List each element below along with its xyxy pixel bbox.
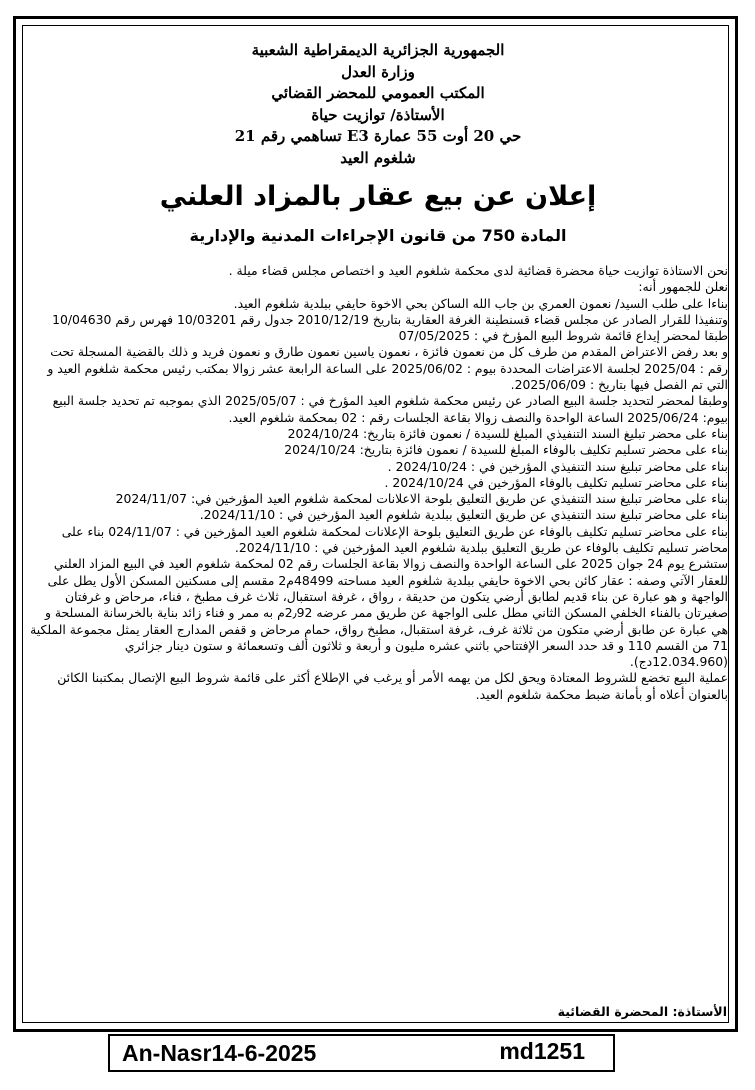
announcement-content <box>28 40 728 703</box>
signature-line: الأستاذة: المحضرة القضائية <box>557 1004 727 1019</box>
paragraph-notification-2: بناء على محضر تسليم تكليف بالوفاء المبلغ للسيدة / نعمون فائزة بتاريخ: 2024/10/24 <box>284 442 728 458</box>
paragraph-objection: و بعد رفض الاعتراض المقدم من طرف كل من نعمون فائزة ، نعمون ياسين نعمون طارق و نعمون فريد و ذلك بالقضية المسجلة تحت رقم : 2025/04 لجلسة الاعتراضات المحددة بيوم : 2025/06/02 على الساعة الرابعة عشر زوالا بمكتب رئيس محكمة شلغوم العيد و التي تم الفصل فيها بتاريخ : 2025/06/09. <box>47 344 728 393</box>
announcement-subtitle: المادة 750 من قانون الإجراءات المدنية والإدارية <box>189 226 567 245</box>
paragraph-sale-session: وطبقا لمحضر لتحديد جلسة البيع الصادر عن رئيس محكمة شلغوم العيد المؤرخ في : 2025/05/07 الذي بموجبه تم تحديد جلسة البيع بيوم: 2025/06/24 الساعة الواحدة والنصف زوالا بقاعة الجلسات رقم : 02 بمحكمة شلغوم العيد. <box>52 393 728 425</box>
paragraph-notification-4: بناء على محاضر تسليم تكليف بالوفاء المؤرخين في 2024/10/24 . <box>384 474 728 490</box>
paragraph-sale-terms: عملية البيع تخضع للشروط المعتادة ويحق لكل من يهمه الأمر أو يرغب في الإطلاع أكثر على قائمة شروط البيع الإتصال بمكتبنا الكائن بالعنوان أعلاه أو بأمانة ضبط محكمة شلغوم العيد. <box>57 670 728 702</box>
paragraph-notice: نعلن للجمهور أنه: <box>638 279 728 295</box>
publication-code: md1251 <box>499 1038 585 1064</box>
office-header <box>28 40 728 169</box>
paragraph-property-description: ستشرع يوم 24 جوان 2025 على الساعة الواحدة والنصف زوالا بقاعة الجلسات رقم 02 لمحكمة شلغوم العيد في البيع المزاد العلني للعقار الآتي وصفه : عقار كائن بحي الاخوة حايفي ببلدية شلغوم العيد مساحته 48499م2 مقسم إلى مسكنين المسكن الأول يطل على الواجهة و هو عبارة عن بناء قديم لطابق أرضي يتكون من حديقة ، رواق ، غرفة استقبال، ثلاث غرف مطبخ ، فناء، مرحاض و غرفتان صغيرتان بالفناء الخلفي المسكن الثاني مطل علىى الواجهة عن طريق ممر عرضه 2٫92م به ممر و فناء زائد بناية بالخرسانة المسلحة و هي عبارة عن طابق أرضي متكون من ثلاثة غرف، غرفة استقبال، مطبخ رواق، حمام مرحاض و قفص المدارج العقار يمثل مجموعة الملكية 71 من القسم 110 و قد حدد السعر الإفتتاحي باثني عشره مليون و أربعة و ثلاثون ألف وتسعمائة و ستون دينار جزائري (12.034.960دج). <box>30 556 728 670</box>
header-ministry: وزارة العدل <box>341 62 415 81</box>
header-republic: الجمهورية الجزائرية الديمقراطية الشعبية <box>251 41 505 59</box>
paragraph-conditions-filing: طبقا لمحضر إيداع قائمة شروط البيع المؤرخ في : 07/05/2025 <box>398 328 728 344</box>
announcement-title: إعلان عن بيع عقار بالمزاد العلني <box>159 181 597 212</box>
announcement-body <box>28 263 728 703</box>
header-office: المكتب العمومي للمحضر القضائي <box>271 84 485 102</box>
paragraph-notification-5: بناء على محاضر تبليغ سند التنفيذي عن طريق التعليق بلوحة الاعلانات لمحكمة شلغوم العيد المؤرخين في: 2024/11/07 <box>115 491 728 507</box>
header-address: حي 20 أوت 55 عمارة E3 تساهمي رقم 21 <box>234 127 522 145</box>
paragraph-notification-6: بناء على محاضر تبليغ سند التنفيذي عن طريق التعليق ببلدية شلغوم العيد المؤرخين في : 2024/11/10. <box>199 507 728 523</box>
paragraph-request: بناءا على طلب السيد/ نعمون العمري بن جاب الله الساكن بحي الاخوة حايفي ببلدية شلغوم العيد. <box>233 295 728 311</box>
header-bailiff-name: الأستاذة/ توازيت حياة <box>311 105 445 124</box>
paragraph-decision: وتنفيذا للقرار الصادر عن مجلس قضاء قسنطينة الغرفة العقارية بتاريخ 2010/12/19 جدول رقم 10/03201 فهرس رقم 10/04630 <box>52 311 728 327</box>
header-city: شلغوم العيد <box>340 148 416 167</box>
paragraph-notification-1: بناء على محضر تبليغ السند التنفيذي المبلغ للسيدة / نعمون فائزة بتاريخ: 2024/10/24 <box>287 425 728 441</box>
publication-footer <box>108 1034 615 1072</box>
paragraph-notification-7: بناء على محاضر تسليم تكليف بالوفاء عن طريق التعليق بلوحة الإعلانات لمحكمة شلغوم العيد المؤرخين في : 024/11/07 بناء على محاضر تسليم تكليف بالوفاء عن طريق التعليق ببلدية شلغوم العيد المؤرخين في : 2024/11/10. <box>61 523 728 556</box>
paragraph-notification-3: بناء على محاضر تبليغ سند التنفيذي المؤرخين في : 2024/10/24 . <box>387 458 728 474</box>
publication-reference: An-Nasr14-6-2025 <box>122 1040 317 1066</box>
paragraph-intro: نحن الاستاذة توازيت حياة محضرة قضائية لدى محكمة شلغوم العيد و اختصاص مجلس قضاء ميلة . <box>228 263 728 278</box>
